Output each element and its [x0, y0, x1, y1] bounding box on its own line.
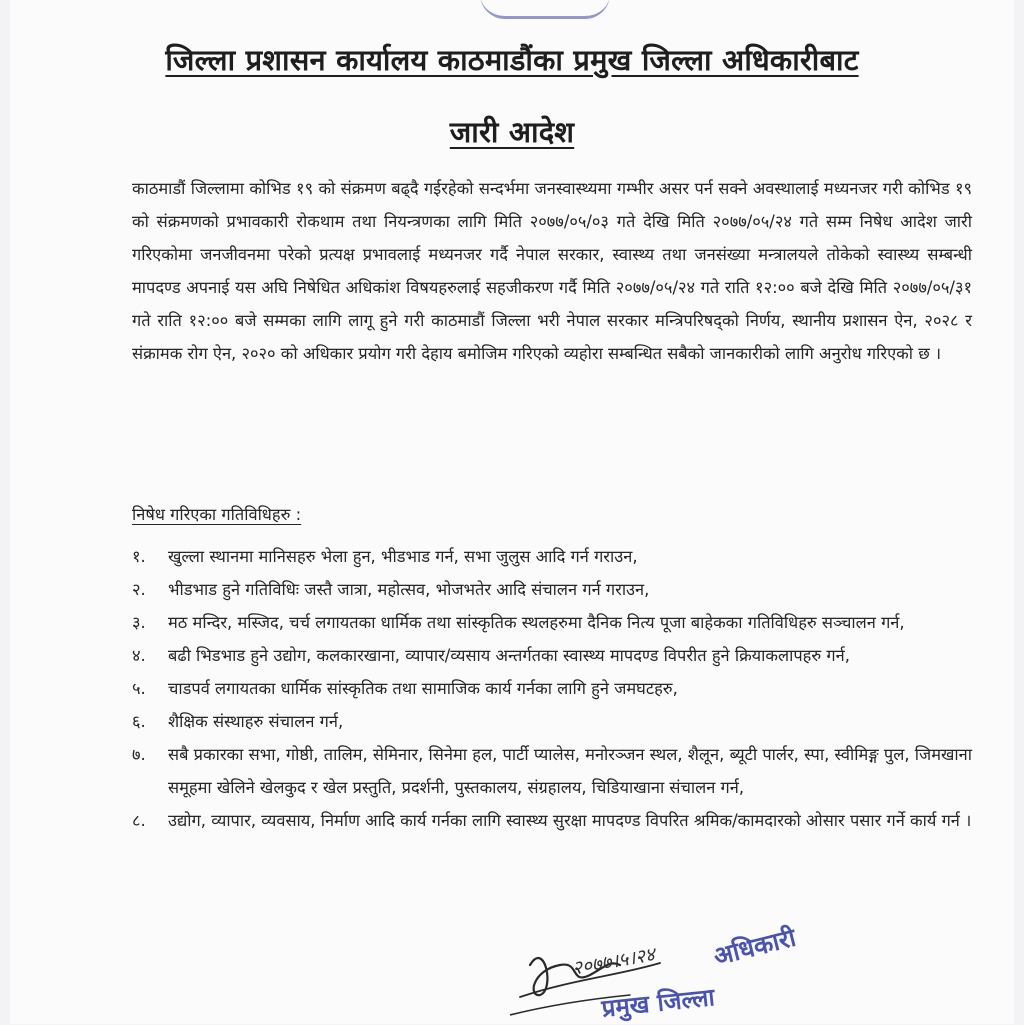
document-subtitle: जारी आदेश	[449, 115, 575, 149]
list-item	[132, 540, 972, 573]
document-page	[10, 0, 1014, 1024]
list-item	[132, 705, 972, 738]
list-item-text: बढी भिडभाड हुने उद्योग, कलकारखाना, व्यापार/व्यसाय अन्तर्गतका स्वास्थ्य मापदण्ड विपरीत हुने क्रियाकलापहरु गर्न,	[168, 646, 850, 665]
document-title: जिल्ला प्रशासन कार्यालय काठमाडौंका प्रमुख जिल्ला अधिकारीबाट	[165, 43, 859, 77]
list-item	[132, 738, 972, 804]
body-paragraph: काठमाडौं जिल्लामा कोभिड १९ को संक्रमण बढ्दै गईरहेको सन्दर्भमा जनस्वास्थ्यमा गम्भीर असर पर्न सक्ने अवस्थालाई मध्यनजर गरी कोभिड १९ को संक्रमणको प्रभावकारी रोकथाम तथा नियन्त्रणका लागि मिति २०७७/०५/०३ गते देखि मिति २०७७/०५/२४ गते सम्म निषेध आदेश जारी गरिएकोमा जनजीवनमा परेको प्रत्यक्ष प्रभावलाई मध्यनजर गर्दै नेपाल सरकार, स्वास्थ्य तथा जनसंख्या मन्त्रालयले तोकेको स्वास्थ्य सम्बन्धी मापदण्ड अपनाई यस अघि निषेधित अधिकांश विषयहरुलाई सहजीकरण गर्दै मिति २०७७/०५/२४ गते राति १२:०० बजे देखि मिति २०७७/०५/३१ गते राति १२:०० बजे सम्मका लागि लागू हुने गरी काठमाडौं जिल्ला भरी नेपाल सरकार मन्त्रिपरिषद्को निर्णय, स्थानीय प्रशासन ऐन, २०२८ र संक्रामक रोग ऐन, २०२० को अधिकार प्रयोग गरी देहाय बमोजिम गरिएको व्यहोरा सम्बन्धित सबैको जानकारीको लागि अनुरोध गरिएको छ ।	[132, 179, 972, 363]
list-item-number: ८.	[132, 811, 146, 830]
prohibited-list	[132, 540, 972, 837]
list-item-text: खुल्ला स्थानमा मानिसहरु भेला हुन, भीडभाड गर्न, सभा जुलुस आदि गर्न गराउन,	[168, 547, 638, 566]
stamp-mark-top	[480, 0, 610, 19]
list-item-text: चाडपर्व लगायतका धार्मिक सांस्कृतिक तथा सामाजिक कार्य गर्नका लागि हुने जमघटहरु,	[168, 679, 678, 698]
list-item	[132, 804, 972, 837]
list-item-number: ७.	[132, 745, 146, 764]
list-item	[132, 573, 972, 606]
list-item	[132, 639, 972, 672]
list-item	[132, 606, 972, 639]
list-item-text: शैक्षिक संस्थाहरु संचालन गर्न,	[168, 712, 344, 731]
list-item-number: १.	[132, 547, 146, 566]
list-item	[132, 672, 972, 705]
list-item-text: उद्योग, व्यापार, व्यवसाय, निर्माण आदि कार्य गर्नका लागि स्वास्थ्य सुरक्षा मापदण्ड विपरित श्रमिक/कामदारको ओसार पसार गर्ने कार्य गर्न ।	[168, 811, 972, 830]
signature-date: २०७७।५।२४	[570, 943, 657, 980]
list-item-number: २.	[132, 580, 146, 599]
list-item-text: भीडभाड हुने गतिविधिः जस्तै जात्रा, महोत्सव, भोजभतेर आदि संचालन गर्न गराउन,	[168, 580, 650, 599]
list-item-number: ४.	[132, 646, 146, 665]
list-item-text: मठ मन्दिर, मस्जिद, चर्च लगायतका धार्मिक तथा सांस्कृतिक स्थलहरुमा दैनिक नित्य पूजा बाहेकका गतिविधिहरु सञ्चालन गर्न,	[168, 613, 905, 632]
prohibited-heading: निषेध गरिएका गतिविधिहरु :	[132, 505, 302, 524]
list-item-text: सबै प्रकारका सभा, गोष्ठी, तालिम, सेमिनार, सिनेमा हल, पार्टी प्यालेस, मनोरञ्जन स्थल, शैलून, ब्यूटी पार्लर, स्पा, स्वीमिङ्ग पुल, जिमखाना समूहमा खेलिने खेलकुद र खेल प्रस्तुति, प्रदर्शनी, पुस्तकालय, संग्रहालय, चिडियाखाना संचालन गर्न,	[168, 745, 972, 797]
list-item-number: ५.	[132, 679, 146, 698]
official-stamp-line1: अधिकारी	[710, 922, 799, 972]
official-stamp-line2: प्रमुख जिल्ला	[600, 983, 716, 1023]
list-item-number: ३.	[132, 613, 146, 632]
list-item-number: ६.	[132, 712, 146, 731]
